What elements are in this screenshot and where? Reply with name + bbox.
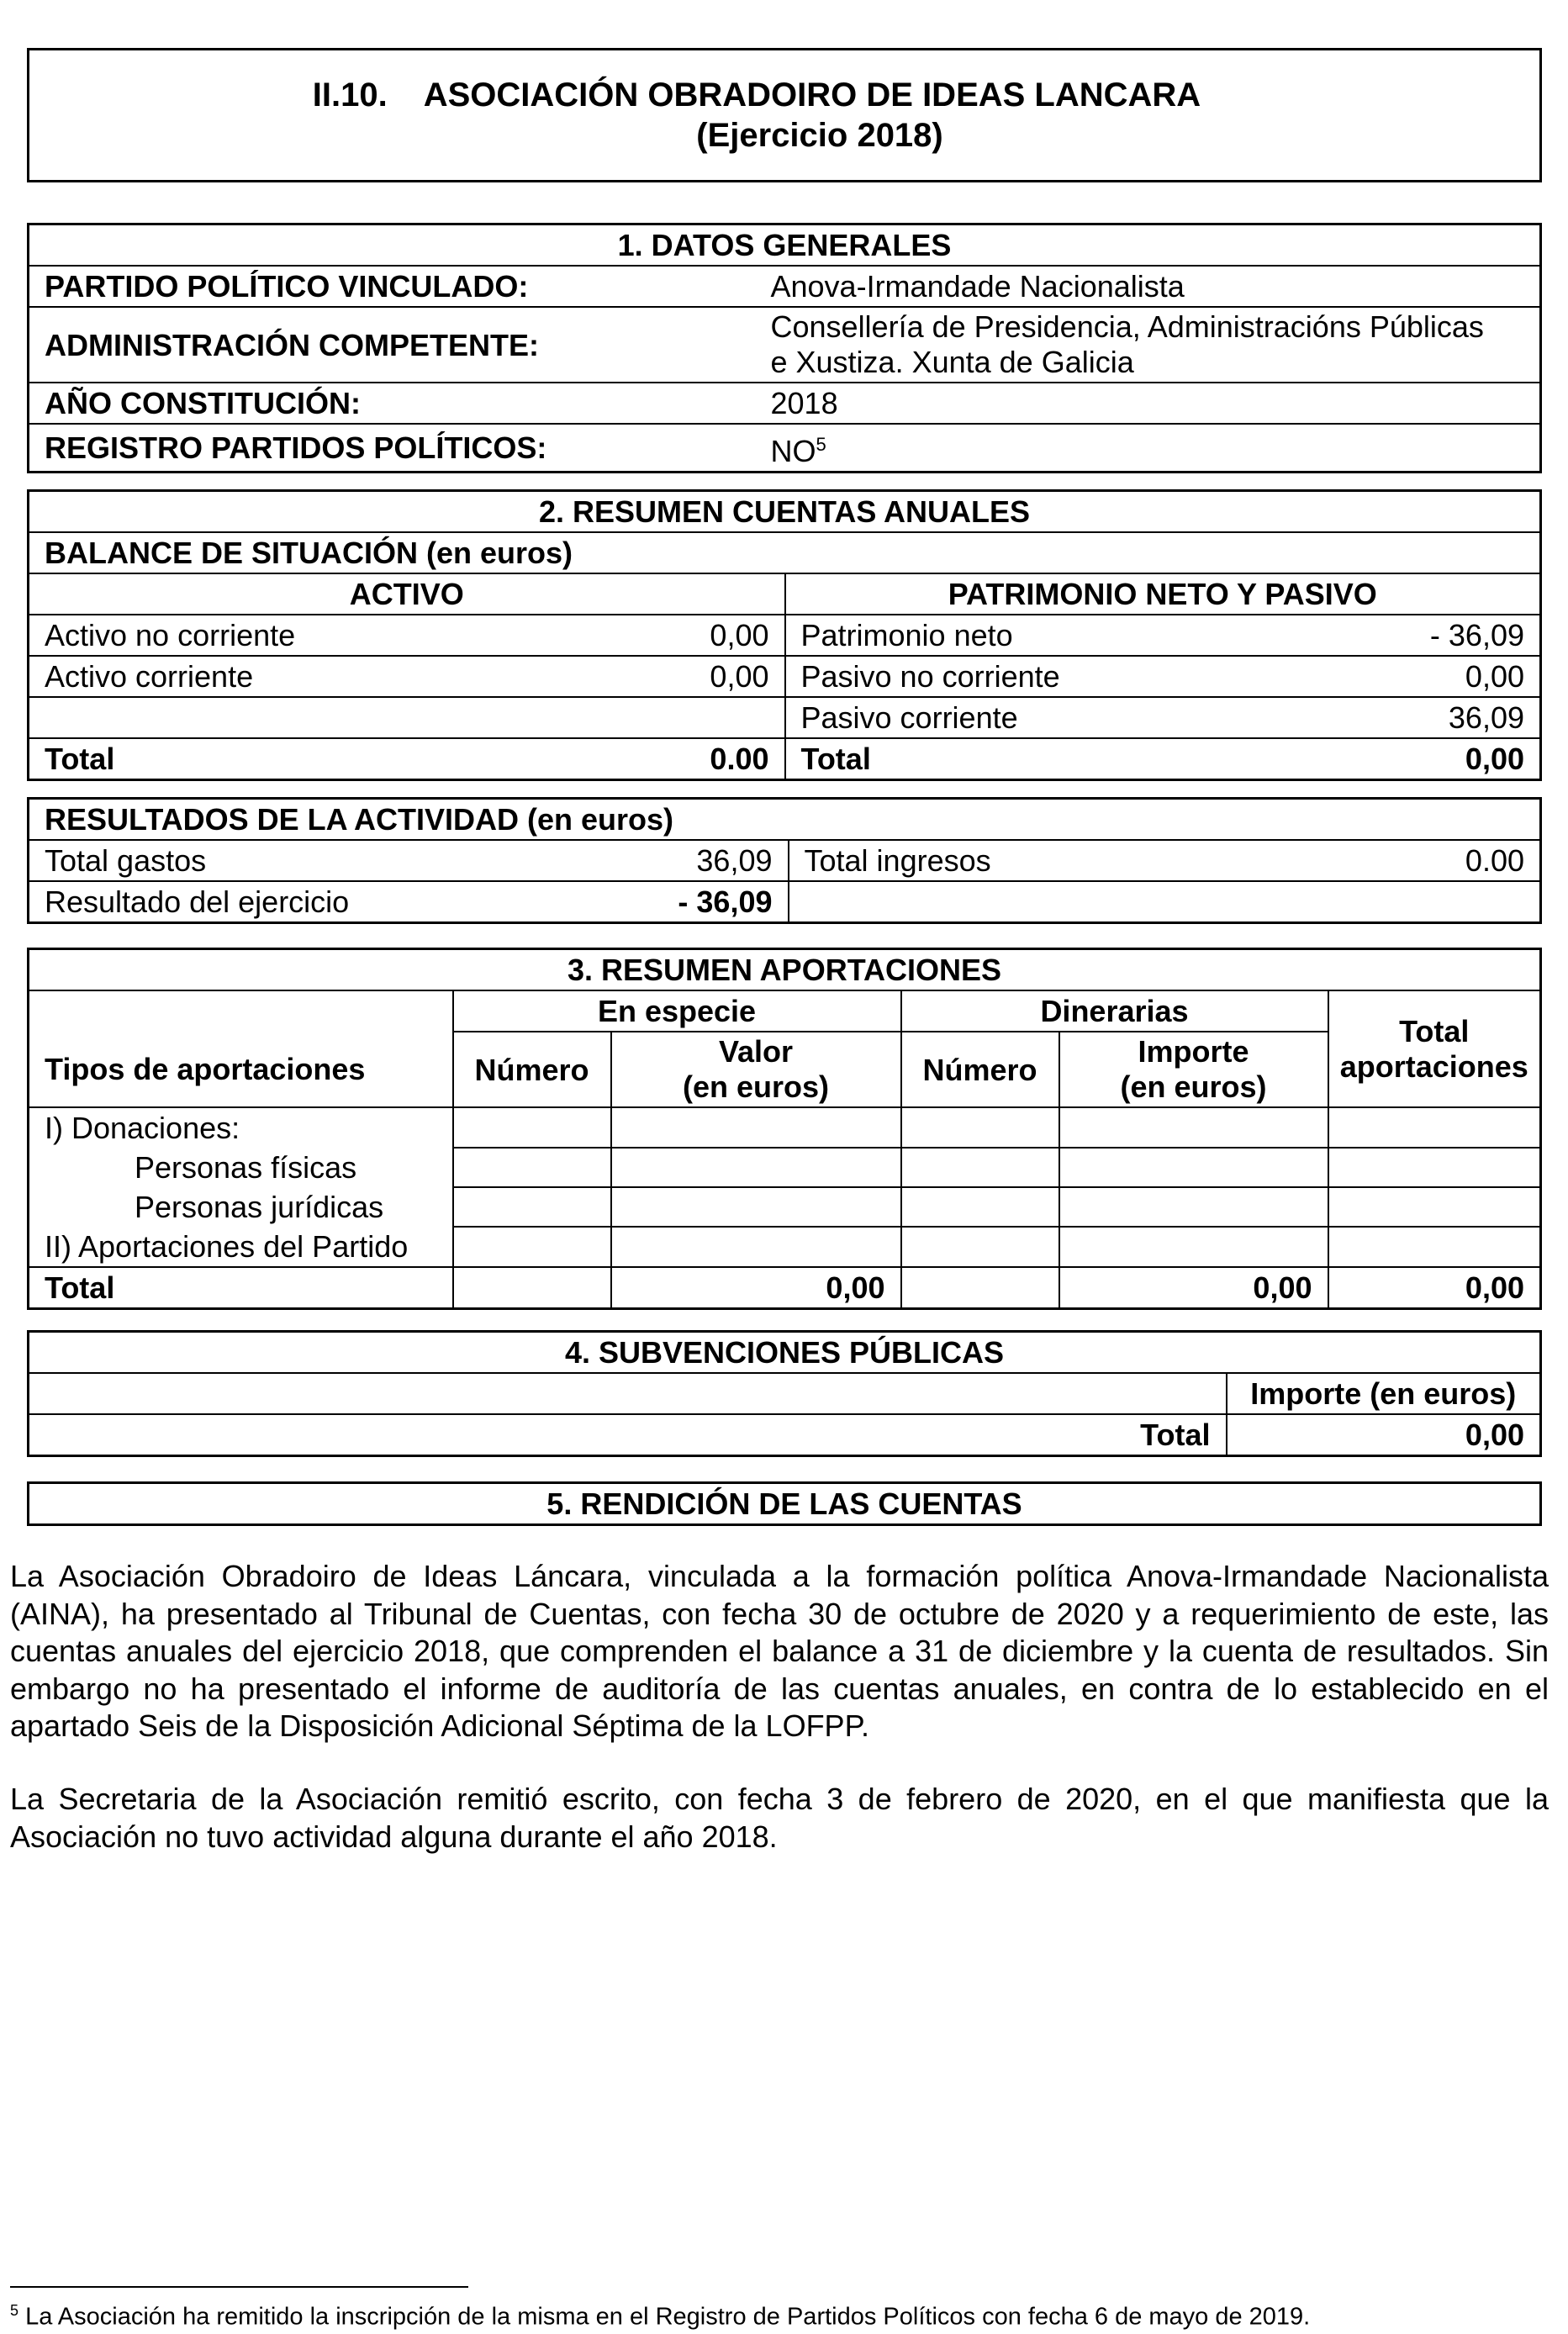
activo-value: 0,00 (600, 615, 785, 656)
rendicion-table (27, 1481, 1542, 1526)
subvenciones-spacer (29, 1373, 1227, 1414)
empty-cell (453, 1148, 611, 1187)
tipos-aportaciones-header: Tipos de aportaciones (29, 1032, 453, 1107)
balance-title: BALANCE DE SITUACIÓN (en euros) (29, 532, 1541, 573)
importe-euros-header: Importe (en euros) (1250, 1376, 1517, 1411)
administracion-value-line2: e Xustiza. Xunta de Galicia (770, 345, 1134, 379)
empty-cell (1328, 1187, 1541, 1227)
subvenciones-table (27, 1330, 1542, 1457)
empty-cell (611, 1107, 901, 1148)
total-ingresos-label: Total ingresos (804, 843, 991, 878)
footnote-separator (10, 2286, 468, 2288)
subvenciones-title: 4. SUBVENCIONES PÚBLICAS (29, 1332, 1541, 1374)
pasivo-value: 0,00 (1465, 659, 1524, 694)
empty-cell (453, 1107, 611, 1148)
registro-value (756, 424, 1541, 473)
registro-label: REGISTRO PARTIDOS POLÍTICOS: (45, 430, 547, 465)
valor-header-line2: (en euros) (682, 1069, 830, 1104)
en-especie-header: En especie (453, 990, 901, 1032)
pasivo-label: Patrimonio neto (800, 618, 1013, 652)
administracion-label: ADMINISTRACIÓN COMPETENTE: (45, 327, 539, 362)
total-header-line2: aportaciones (1339, 1048, 1528, 1084)
ano-constitucion-value: 2018 (770, 386, 838, 420)
numero-dinerarias-header: Número (901, 1032, 1059, 1107)
activo-total-label: Total (45, 742, 115, 776)
footnote-reference[interactable]: 5 (816, 434, 826, 455)
aportaciones-total-valor: 0,00 (611, 1267, 901, 1309)
activo-label: Activo corriente (45, 659, 254, 694)
importe-header-line2: (en euros) (1120, 1069, 1267, 1104)
resultado-empty-cell (789, 881, 1541, 923)
footnote-mark: 5 (10, 2302, 19, 2319)
empty-cell (901, 1107, 1059, 1148)
valor-header-line1: Valor (718, 1034, 794, 1069)
valor-header (611, 1032, 901, 1107)
empty-cell (901, 1227, 1059, 1267)
aportacion-row-label: Personas físicas (29, 1148, 453, 1187)
footnote-text: La Asociación ha remitido la inscripción de la misma en el Registro de Partidos Políticos con fecha 6 de mayo de 2019. (18, 2303, 1311, 2331)
resultado-ejercicio-label: Resultado del ejercicio (45, 884, 350, 919)
aportaciones-title: 3. RESUMEN APORTACIONES (29, 949, 1541, 991)
partido-vinculado-value: Anova-Irmandade Nacionalista (770, 269, 1185, 304)
empty-cell (901, 1148, 1059, 1187)
partido-vinculado-label: PARTIDO POLÍTICO VINCULADO: (45, 269, 529, 304)
empty-cell (611, 1187, 901, 1227)
activo-value: 0,00 (600, 656, 785, 697)
resultados-table (27, 797, 1542, 924)
aportaciones-total-label: Total (29, 1267, 453, 1309)
resumen-cuentas-table (27, 489, 1542, 781)
total-aportaciones-header (1328, 990, 1541, 1107)
ano-constitucion-label: AÑO CONSTITUCIÓN: (45, 386, 361, 420)
subvenciones-total-label: Total (29, 1414, 1227, 1456)
footnote (10, 2296, 1310, 2331)
pasivo-header: PATRIMONIO NETO Y PASIVO (948, 577, 1377, 611)
registro-value-text: NO (770, 434, 816, 468)
dinerarias-header: Dinerarias (901, 990, 1328, 1032)
document-title: II.10. ASOCIACIÓN OBRADOIRO DE IDEAS LANCARA (312, 77, 1201, 114)
empty-cell (1328, 1227, 1541, 1267)
activo-label (29, 697, 600, 738)
resultado-ejercicio-value: - 36,09 (600, 881, 789, 923)
aportacion-row-label: I) Donaciones: (29, 1107, 453, 1148)
empty-cell (453, 1187, 611, 1227)
pasivo-label: Pasivo corriente (800, 700, 1018, 735)
activo-header: ACTIVO (29, 573, 785, 615)
empty-cell (1059, 1187, 1328, 1227)
document-header (27, 48, 1542, 182)
activo-value (600, 697, 785, 738)
aportaciones-total-total: 0,00 (1465, 1270, 1524, 1305)
empty-cell (901, 1267, 1059, 1309)
pasivo-value: 36,09 (1448, 700, 1524, 735)
empty-cell (1059, 1148, 1328, 1187)
total-gastos-label: Total gastos (45, 843, 207, 878)
aportacion-row-label: II) Aportaciones del Partido (29, 1227, 453, 1267)
pasivo-total-value: 0,00 (1465, 742, 1524, 776)
empty-cell (611, 1227, 901, 1267)
administracion-value-line1: Consellería de Presidencia, Administracións Públicas (770, 309, 1484, 344)
empty-cell (611, 1148, 901, 1187)
activo-total-value: 0.00 (600, 738, 785, 780)
total-ingresos-value: 0.00 (1465, 843, 1524, 878)
importe-header (1059, 1032, 1328, 1107)
empty-cell (901, 1187, 1059, 1227)
pasivo-value: - 36,09 (1429, 618, 1524, 652)
aportaciones-table (27, 948, 1542, 1310)
pasivo-total-label: Total (800, 742, 871, 776)
resumen-cuentas-title: 2. RESUMEN CUENTAS ANUALES (29, 491, 1541, 533)
rendicion-paragraph-2: La Secretaria de la Asociación remitió escrito, con fecha 3 de febrero de 2020, en el que manifiesta que la Asociación no tuvo actividad alguna durante el año 2018. (10, 1782, 1549, 1854)
empty-cell (1059, 1107, 1328, 1148)
aportaciones-total-importe: 0,00 (1059, 1267, 1328, 1309)
pasivo-label: Pasivo no corriente (800, 659, 1060, 694)
resultados-title: RESULTADOS DE LA ACTIVIDAD (en euros) (29, 799, 1541, 841)
total-gastos-value: 36,09 (600, 840, 789, 881)
aportaciones-header-spacer (29, 990, 453, 1032)
rendicion-title: 5. RENDICIÓN DE LAS CUENTAS (546, 1486, 1022, 1521)
datos-generales-title: 1. DATOS GENERALES (29, 224, 1541, 267)
rendicion-paragraph-1: La Asociación Obradoiro de Ideas Láncara, vinculada a la formación política Anova-Irmandade Nacionalista (AINA), ha presentado al Tribunal de Cuentas, con fecha 30 de octubre de 2020 y a requerimiento de este, las cuentas anuales del ejercicio 2018, que comprenden el balance a 31 de diciembre y la cuenta de resultados. Sin embargo no ha presentado el informe de auditoría de las cuentas anuales, en contra de lo establecido en el apartado Seis de la Disposición Adicional Séptima de la LOFPP. (10, 1559, 1549, 1743)
document-subtitle: (Ejercicio 2018) (696, 117, 943, 154)
importe-header-line1: Importe (1138, 1034, 1249, 1069)
subvenciones-total-value: 0,00 (1465, 1418, 1524, 1452)
empty-cell (1328, 1148, 1541, 1187)
empty-cell (453, 1227, 611, 1267)
total-header-line1: Total (1399, 1013, 1470, 1048)
numero-especie-header: Número (453, 1032, 611, 1107)
aportacion-row-label: Personas jurídicas (29, 1187, 453, 1227)
empty-cell (1059, 1227, 1328, 1267)
empty-cell (1328, 1107, 1541, 1148)
administracion-value (756, 307, 1541, 383)
activo-label: Activo no corriente (45, 618, 296, 652)
empty-cell (453, 1267, 611, 1309)
datos-generales-table (27, 223, 1542, 473)
